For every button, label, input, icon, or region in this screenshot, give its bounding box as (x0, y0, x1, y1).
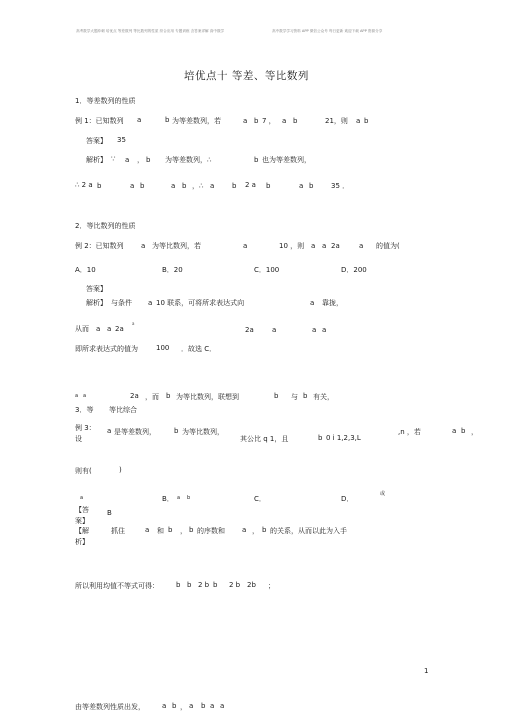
derivation-var: a (171, 182, 176, 190)
example2-text: 为等比数列，若 (152, 242, 201, 250)
inequality-var: b (187, 581, 192, 589)
derivation-var: 2a (115, 325, 124, 333)
section1-heading: 1．等差数列的性质 (75, 97, 136, 105)
solution-var: a (310, 299, 315, 307)
inequality-var: 2b (247, 581, 256, 589)
derivation-var: b (309, 182, 314, 190)
solution-text: 为等差数列，∴ (165, 156, 212, 164)
option-d: D．200 (341, 266, 367, 274)
preamble-var: b (166, 392, 171, 400)
derivation-var: a (107, 325, 112, 333)
option-c: C．100 (254, 266, 280, 274)
example1-text: 21，则 (325, 117, 348, 125)
section3-heading: 3．等 (75, 406, 94, 414)
derivation-var: a (322, 326, 327, 334)
preamble-text: 为等比数列，联想到 (176, 393, 239, 401)
solution-text: 和 (157, 527, 164, 535)
example1-var: b (293, 117, 298, 125)
inequality-var: 2 b (198, 581, 210, 589)
example1-var: a (137, 116, 142, 124)
solution-text: 的序数和 (197, 527, 225, 535)
derivation-var: b (97, 182, 102, 190)
derivation-var: a (96, 325, 101, 333)
answer-label: 答案】 (86, 285, 107, 293)
example3-text: 为等比数列， (182, 428, 224, 436)
header-right: 高中数学学习资料 APP 微信公众号 每日更新 欢迎下载 APP 资源分享 (272, 29, 383, 33)
example1-var: a (243, 117, 248, 125)
example2-var: a (359, 242, 364, 250)
solution-var: b (262, 526, 267, 534)
derivation-var: b (266, 182, 271, 190)
solution-var: b (146, 156, 151, 164)
example1-text: 为等差数列，若 (172, 117, 221, 125)
continuation-var: b (172, 702, 177, 710)
answer-label: 答案】 (86, 137, 107, 145)
example2-text: 10 ，则 (279, 242, 305, 250)
continuation-text: ， (180, 703, 187, 711)
solution-var: b (168, 526, 173, 534)
example2-var: a (243, 242, 248, 250)
solution-label: 解析】 (86, 156, 107, 164)
preamble-text: ，而 (145, 393, 159, 401)
answer-value: 35 (117, 136, 126, 144)
derivation-var: b (140, 182, 145, 190)
example1-var: b (165, 116, 170, 124)
solution-text: ， (137, 156, 144, 164)
question-stem: 则有( (75, 467, 92, 475)
solution-label: 析】 (75, 538, 89, 546)
example3-var: b (174, 427, 179, 435)
example1-text: 例 1：已知数列 (75, 117, 124, 125)
example1-text: 7 ， (262, 117, 276, 125)
preamble-var: b (303, 392, 308, 400)
derivation-line: ∴ 2 a (75, 181, 93, 189)
section3-heading: 等比综合 (109, 406, 137, 414)
example3-var: b (318, 434, 323, 442)
solution-var: a (125, 156, 130, 164)
solution-var: b (254, 156, 259, 164)
example3-text: 例 3： (75, 424, 96, 432)
example3-text: ,n ，若 (398, 428, 421, 436)
solution-label: 解析】 (86, 299, 107, 307)
solution-symbol: ∵ (111, 155, 116, 163)
derivation-var: a (130, 182, 135, 190)
option-b-var: a (177, 495, 181, 501)
solution-var: a (148, 299, 153, 307)
conclusion-value: 100 (156, 344, 170, 352)
inequality-var: 2 b (229, 581, 241, 589)
inequality-text: ； (268, 582, 275, 590)
example2-text: 的值为( (376, 242, 400, 250)
option-d-text: 或 (380, 491, 386, 497)
solution-text: ， (180, 527, 187, 535)
solution-text: 靠拢， (322, 299, 343, 307)
continuation-var: a (189, 702, 194, 710)
inequality-var: b (176, 581, 181, 589)
preamble-var: a (75, 393, 79, 399)
preamble-var: b (274, 392, 279, 400)
example3-text: ， (471, 428, 478, 436)
derivation-var: a (210, 182, 215, 190)
solution-text: 也为等差数列， (262, 156, 311, 164)
conclusion-text: ．故选 C． (181, 345, 217, 353)
derivation-var: a (312, 326, 317, 334)
example1-var: a (356, 117, 361, 125)
solution-text: 与条件 (111, 299, 132, 307)
solution-var: a (242, 526, 247, 534)
example1-var: a (282, 117, 287, 125)
derivation-text: 从而 (75, 325, 89, 333)
solution-text: 10 联系，可将所求表达式向 (156, 299, 245, 307)
page-number: 1 (424, 667, 429, 675)
derivation-var: a (132, 321, 135, 326)
derivation-var: b (182, 182, 187, 190)
solution-var: a (145, 526, 150, 534)
derivation-var: a (272, 326, 277, 334)
inequality-text: 所以利用均值不等式可得： (75, 582, 159, 590)
solution-text: ， (252, 527, 259, 535)
continuation-text: 由等差数列性质出发， (75, 703, 145, 711)
continuation-var: a (162, 702, 167, 710)
example3-var: b (461, 427, 466, 435)
example1-var: b (254, 117, 259, 125)
derivation-var: 2a (245, 326, 254, 334)
example3-text: 其公比 q 1，且 (240, 435, 289, 443)
example2-text: 例 2：已知数列 (75, 242, 124, 250)
continuation-var: a (220, 702, 225, 710)
derivation-text: 2 a (245, 181, 256, 189)
section2-heading: 2．等比数列的性质 (75, 222, 136, 230)
example2-var: 2a (331, 242, 340, 250)
preamble-text: 与 (291, 393, 298, 401)
derivation-var: b (232, 182, 237, 190)
example3-text: 设 (75, 435, 82, 443)
inequality-var: b (213, 581, 218, 589)
example2-var: a (141, 242, 146, 250)
example3-text: 0 i 1,2,3,L (326, 434, 361, 442)
preamble-var: 2a (130, 392, 139, 400)
answer-value: B (107, 509, 112, 517)
example2-var: a (322, 242, 327, 250)
solution-text: 抓住 (111, 527, 125, 535)
preamble-text: 有关， (313, 393, 334, 401)
example3-text: 是等差数列， (114, 428, 156, 436)
option-a: A．10 (75, 266, 96, 274)
example2-var: a (311, 242, 316, 250)
example1-var: b (364, 117, 369, 125)
solution-var: b (189, 526, 194, 534)
header-left: 高考数学大题冲刺 培优点 等差数列 等比数列的性质 综合应用 专题训练 含答案详解 高中数学 (76, 29, 225, 33)
derivation-var: a (299, 182, 304, 190)
option-b: B．20 (162, 266, 183, 274)
example3-var: a (452, 427, 457, 435)
answer-label: 案】 (75, 517, 89, 525)
derivation-text: ，∴ (192, 182, 204, 190)
option-d: D． (341, 495, 354, 503)
option-b: B． (162, 495, 174, 503)
conclusion-text: 即所求表达式的值为 (75, 345, 138, 353)
example3-var: a (107, 427, 112, 435)
solution-text: 的关系，从而以此为入手 (270, 527, 347, 535)
question-stem: ) (119, 466, 122, 474)
continuation-var: a (210, 702, 215, 710)
option-b-var: b (187, 495, 191, 501)
option-c: C． (254, 495, 266, 503)
option-a-var: a (80, 495, 84, 501)
derivation-result: 35 ． (331, 182, 350, 190)
continuation-var: b (201, 702, 206, 710)
answer-label: 【答 (75, 506, 89, 514)
solution-label: 【解 (75, 527, 89, 535)
page-title: 培优点十 等差、等比数列 (184, 70, 309, 82)
preamble-var: a (83, 393, 87, 399)
